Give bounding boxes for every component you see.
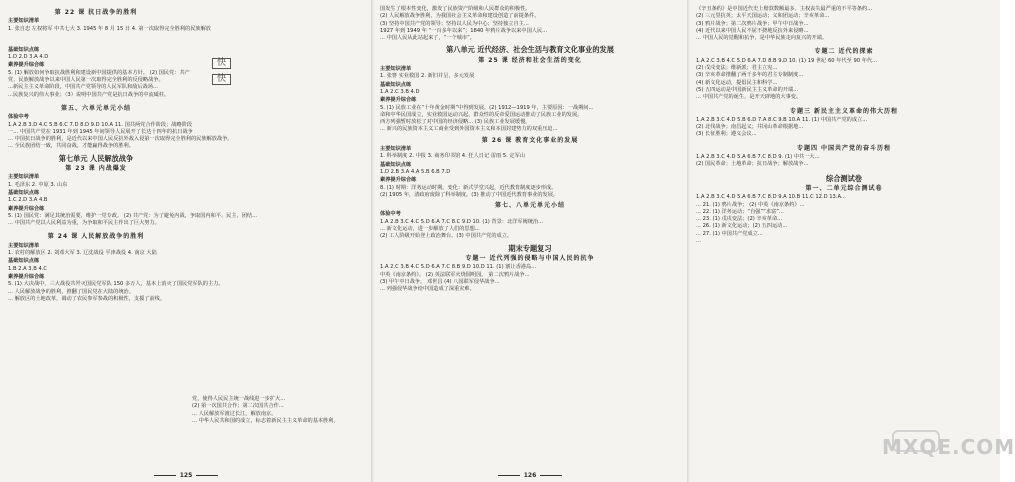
section-heading: 主要知识清单 — [380, 66, 412, 73]
lesson-23-title: 第 23 课 内战爆发 — [65, 165, 127, 173]
section-heading: 主要知识清单 — [8, 18, 40, 25]
page-number: 126 — [372, 472, 688, 479]
section-heading: 主要知识清单 — [8, 174, 40, 181]
answer-line: ... 人民解放战争的胜利，推翻了国民党在大陆的统治。 — [8, 288, 134, 295]
answer-line: ... 中国抗日战争的胜利，是近代以来中国人民反抗外敌入侵第一次取得完全胜利的民族解放战争。 — [8, 136, 233, 143]
answer-line: ... 中国人民的觉醒和抗争，是中华民族走向复兴的开端。 — [696, 35, 828, 42]
right-page — [688, 0, 1015, 482]
answer-line: (5) 五四运动是中国新民主主义革命的开端... — [696, 86, 799, 93]
answer-line: 8. (1) 时期：洋务运动时期。变化：新式学堂兴起，近代教育制度逐步形成。 — [380, 184, 557, 191]
answer-line: 一... 中国共产党在 1931 年到 1945 年间领导人民展开了长达十四年的抗日战争 — [8, 128, 193, 135]
answer-line: 1.A 2.B 3.D 4.C 5.B 6.C 7.D 8.D 9.D 10.A 11. 国共两党合作阶段；战略阶段 — [8, 121, 193, 128]
answer-line: 1. 毛泽东 2. 中原 3. 山东 — [8, 181, 68, 188]
unit-summary-title: 第七、八单元单元小结 — [494, 202, 565, 210]
answer-line: 国发生了根本性变化，激发了民族资产阶级和人民群众的积极性。 — [380, 6, 531, 12]
answer-line: 1.B 2.A 3.B 4.C — [8, 265, 48, 272]
test-subtitle: 第一、二单元综合测试卷 — [805, 184, 883, 192]
answer-line: 1.A 2.B 3.C 4.D 5.A 6.B 7.C 8.D 9. (1) 中共一大... — [696, 154, 820, 161]
unit-8-title: 第八单元 近代经济、社会生活与教育文化事业的发展 — [446, 45, 614, 55]
answer-line: 5. (1) 解放如何争取抗战胜利和建设新中国提供的基本方针。 (2) 国民党：共产 — [8, 69, 190, 76]
answer-line: ... 中国共产党以人民利益为重，为争取和平民主作出了巨大努力。 — [8, 220, 160, 227]
answer-line: ... — [696, 238, 701, 245]
answer-line: ... 26. (1) 新文化运动；(2) 五四运动... — [696, 223, 788, 230]
answer-line: 1.A 2.B 3.C 4.D 5.A 6.B 7.C 8.D 9.A 10.B 11.C 12.D 13.A... — [696, 194, 846, 201]
topic-2-title: 专题二 近代的探索 — [814, 48, 874, 56]
answer-line: 党、民族解放战争以来中国人民第一次取得完全胜利的反侵略战争。 — [8, 77, 164, 84]
review-title: 期末专题复习 — [508, 243, 552, 253]
answer-line: 1. 科举制度 2. 中报 3. 商务印书馆 4. 狂人日记 雷雨 5. 定军山 — [380, 153, 525, 160]
answer-line: 5. (1) 民族工业在“十年黄金时期”中得到发展。(2) 1912—1919 年，主要原因：一战期间... — [380, 104, 594, 111]
answer-line: 《辛丑条约》是中国近代史上赔款数额最多、主权丧失最严重的不平等条约... — [696, 6, 873, 12]
section-heading: 素养提升综合练 — [380, 97, 417, 104]
answer-line: 1927 年到 1949 年 “一百多年以来”；1840 年鸦片战争以来中国人民... — [380, 27, 548, 34]
answer-line: 5. (1) 国民党：满足其统治需要，维护一党专政。 (2) 共产党：为了避免内战，争取国内和平、民主、团结... — [8, 212, 258, 219]
answer-line: 中英《南京条约》。 (2) 英法联军火烧圆明园。 第二次鸦片战争... — [380, 271, 530, 278]
answer-line: (3) 辛亥革命推翻了两千多年的君主专制制度... — [696, 72, 804, 79]
answer-line: ... 新兴的民族资本主义工商业受到外国资本主义和本国封建势力的双重压迫... — [380, 126, 558, 133]
section-heading: 基础知识点练 — [380, 161, 412, 168]
answer-line: (4) 新文化运动，提倡民主和科学... — [696, 79, 778, 86]
answer-line: 党，使得人民民主统一战线进一步扩大... — [192, 396, 286, 402]
middle-page — [372, 0, 688, 482]
answer-line: ... 解放区的土地改革，调动了农民参军参战的积极性，支援了前线。 — [8, 295, 166, 302]
lesson-26-title: 第 26 课 教育文化事业的发展 — [481, 136, 579, 144]
left-page — [0, 0, 372, 482]
section-heading: 主要知识清单 — [8, 242, 40, 249]
answer-line: 1.A 2.C 3.B 4.C 5.D 6.A 7.D 8.B 9.D 10. (1) 19 世纪 60 年代至 90 年代... — [696, 57, 878, 64]
answer-line: 1.A 2.C 3.B 4.D — [380, 88, 420, 95]
answer-line: (3) 鸦片战争；第二次鸦片战争；甲午中日战争... — [696, 20, 809, 27]
section-heading: 基础知识点练 — [8, 46, 40, 53]
section-heading: 素养提升综合练 — [8, 62, 45, 69]
answer-line: ... 21. (1) 鸦片战争； (2) 中英《南京条约》... — [696, 201, 805, 208]
section-heading: 素养提升综合练 — [8, 273, 45, 280]
answer-line: ... 全民族团结一致，共同奋战，才能赢得战争的胜利。 — [8, 143, 134, 150]
answer-line: (2) 1905 年，清政府废除了科举制度。(3) 推动了中国近代教育事业的发展。 — [380, 191, 559, 198]
answer-line: ... 23. (1) 戊戌变法；(2) 辛亥革命... — [696, 216, 783, 223]
answer-line: 1.A 2.B 3.C 4.D 5.B 6.D 7.A 8.C 9.B 10.A 11. (1) 中国共产党的成立... — [696, 116, 868, 123]
answer-line: (3) 坚持中国共产党的领导；坚持以人民为中心；坚持独立自主... — [380, 20, 529, 27]
answer-line: 1. 张自忠 左权将军 中共七大 3. 1945 年 8 月 15 日 4. 第一次取得完全胜利的民族解放 — [8, 25, 211, 32]
topic-3-title: 专题三 新民主主义革命的伟大历程 — [789, 107, 899, 115]
watermark-logo: MXQE.COM — [882, 435, 1015, 459]
answer-line: 1.A 2.C 3.B 4.C 5.D 6.A 7.C 8.B 9.D 10.D 11. (1) 割让香港岛... — [380, 264, 537, 271]
lesson-22-title: 第 22 课 抗日战争的胜利 — [54, 9, 138, 16]
section-heading: 基础知识点练 — [8, 258, 40, 265]
lesson-25-title: 第 25 课 经济和社会生活的变化 — [478, 56, 582, 64]
section-heading: 主要知识清单 — [380, 146, 412, 153]
page-number: 125 — [0, 472, 372, 479]
topic-1-title: 专题一 近代列强的侵略与中国人民的抗争 — [465, 254, 595, 262]
answer-line: ... 22. (1) 洋务运动；“自强”“求富”... — [696, 208, 784, 215]
stamp-mark: 快 — [212, 74, 231, 85]
answer-line: (4) 近代以来中国人民不屈不挠地反抗外来侵略... — [696, 27, 809, 34]
answer-line: 1.D 2.D 3.A 4.D — [8, 54, 49, 61]
lesson-24-title: 第 24 课 人民解放战争的胜利 — [47, 233, 145, 241]
answer-line: 5. (1) 大决战中，三大战役共歼灭国民党军队 150 多万人，基本上消灭了国民党军队的主力。 — [8, 281, 224, 288]
test-title: 综合测试卷 — [826, 173, 862, 183]
answer-line: ...民族复兴的伟大事业；（3）说明中国共产党是抗日战争的中流砥柱。 — [8, 91, 170, 98]
answer-line: (3) 长征胜利；遵义会议... — [696, 131, 757, 138]
section-heading: 素养提升综合练 — [8, 205, 45, 212]
answer-line: (2) 工人阶级开始登上政治舞台。(3) 中国共产党的成立。 — [380, 233, 513, 240]
unit-summary-title: 第五、六单元单元小结 — [60, 104, 131, 112]
answer-line: ... 中华人民共和国的成立，标志着新民主主义革命的基本胜利。 — [192, 417, 339, 424]
answer-line: (2) 北伐战争；南昌起义；井冈山革命根据地... — [696, 124, 804, 131]
answer-line: (2) 人民解放战争胜利，为我国社会主义革命和建设创造了前提条件。 — [380, 13, 540, 20]
answer-line: 1. 农村的解放区 2. 刘邓大军 3. 辽沈战役 平津战役 4. 南京 大陆 — [8, 250, 157, 257]
answer-line: 1.C 2.D 3.A 4.B — [8, 197, 48, 204]
answer-line: 1.D 2.B 3.A 4.A 5.B 6.B 7.D — [380, 168, 451, 175]
answer-line: (3) 甲午中日战争。 邓世昌 (4) 八国联军侵华战争... — [380, 278, 500, 285]
answer-line: ... 新文化运动，进一步解放了人们的思想... — [380, 226, 480, 233]
answer-line: ...新民主主义革命阶段，中国共产党领导的人民军队和敌后战场... — [8, 84, 158, 91]
answer-line: 1.A 2.B 3.C 4.C 5.D 6.A 7.C 8.C 9.D 10. (1) 背景：北洋军阀统治... — [380, 218, 544, 225]
answer-line: ... 人民解放军渡过长江，解放南京。 — [192, 410, 277, 417]
answer-line: (2) 三元里抗英；太平天国运动；义和团运动；辛亥革命... — [696, 13, 830, 20]
answer-line: 1. 张謇 实业救国 2. 新旧并呈，多元发展 — [380, 73, 475, 80]
answer-line: 西方列强暂时放松了对中国的经济侵略... (3) 民族工业发展缓慢。 — [380, 119, 531, 126]
left-col-1 — [8, 6, 258, 303]
answer-line: ... 中国人民从此站起来了，“一个城市”。 — [380, 35, 475, 42]
answer-line: (2) 第一次国共合作；第二次国共合作... — [192, 403, 284, 410]
section-heading: 体验中考 — [8, 114, 29, 121]
answer-line: ... 27. (1) 中国共产党成立... — [696, 230, 763, 237]
answer-line: ... 列强侵华战争给中国造成了深重灾难。 — [380, 286, 475, 293]
section-heading: 素养提升综合练 — [380, 177, 417, 184]
section-heading: 基础知识点练 — [8, 189, 40, 196]
answer-line: ... 中国共产党的诞生，是开天辟地的大事变。 — [696, 94, 802, 101]
stamp-mark: 快 — [212, 58, 231, 69]
unit-7-title: 第七单元 人民解放战争 — [58, 153, 134, 163]
section-heading: 体验中考 — [380, 211, 401, 218]
answer-line: 命和中华民国成立，实业救国运动兴起，群众性的反帝爱国运动推动了民族工业的发展。 — [380, 111, 583, 118]
section-heading: 基础知识点练 — [380, 81, 412, 88]
topic-4-title: 专题四 中国共产党的奋斗历程 — [796, 144, 892, 152]
answer-line: (2) 戊戌变法；维新派；君主立宪... — [696, 65, 778, 72]
answer-line: (2) 国民革命；土地革命；抗日战争；解放战争... — [696, 161, 809, 168]
